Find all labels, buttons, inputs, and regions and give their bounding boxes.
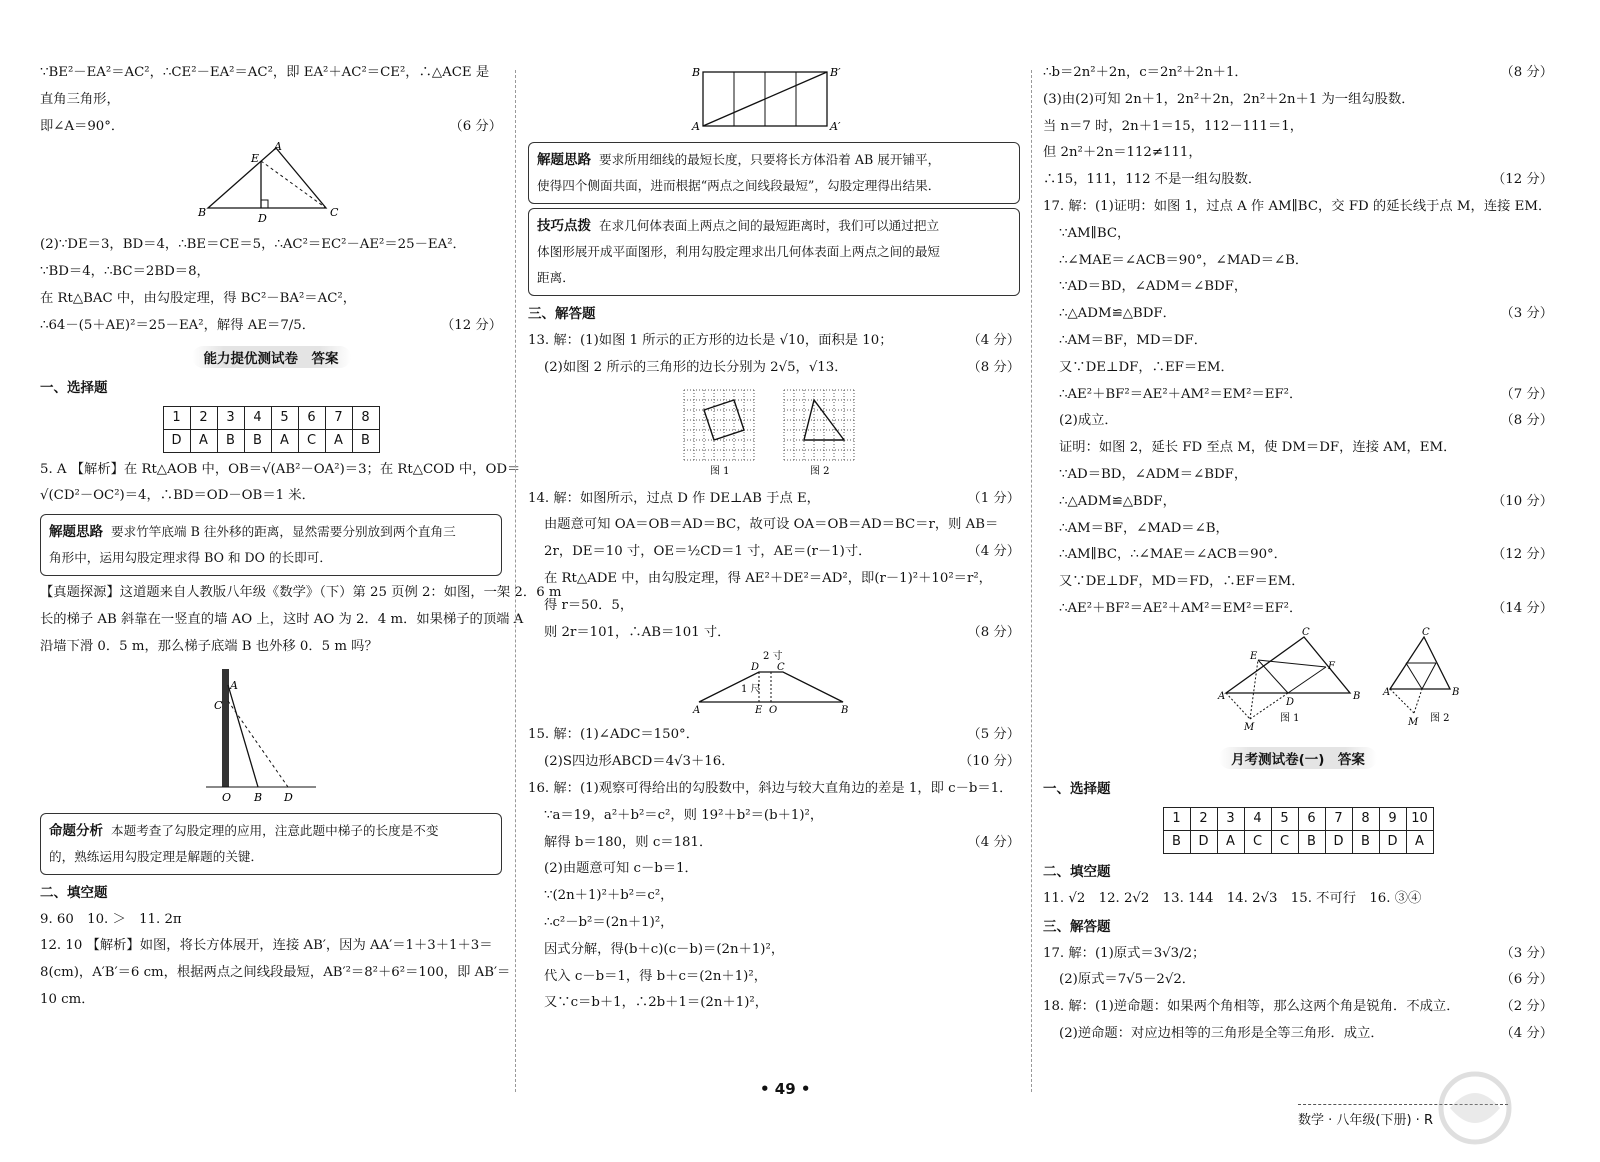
text-line xyxy=(1043,301,1553,328)
answer-cell: D xyxy=(163,429,190,452)
text-line xyxy=(528,776,1020,803)
banner-title: 能力提优测试卷 答案 xyxy=(192,346,351,368)
line-text: ∵BE²－EA²＝AC²，∴CE²－EA²＝AC²，即 EA²＋AC²＝CE²，∴△ACE 是 xyxy=(40,65,490,80)
score-points: （8 分） xyxy=(1500,413,1553,429)
tip-box xyxy=(528,208,1020,296)
score-points: （10 分） xyxy=(1491,493,1553,509)
line-text: 9. 60 10. ＞ 11. 2π xyxy=(40,911,182,927)
figure-label: D xyxy=(1286,696,1295,708)
figure-label: O xyxy=(222,790,232,804)
figure-label: C xyxy=(777,662,785,674)
text-line xyxy=(528,749,1020,776)
line-text: 又∵DE⊥DF，∴EF＝EM． xyxy=(1059,359,1234,375)
line-text: 【真题探源】这道题来自人教版八年级《数学》（下）第 25 页例 2：如图，一架 2．6 m xyxy=(40,585,562,601)
figure-label: C xyxy=(214,698,223,712)
line-text: 18. 解：(1)逆命题：如果两个角相等，那么这两个角是锐角．不成立． xyxy=(1043,999,1460,1015)
tip-box-title: 解题思路 xyxy=(49,524,103,541)
text-line xyxy=(1043,994,1553,1021)
answer-cell: B xyxy=(1352,830,1379,853)
text-line xyxy=(40,483,502,510)
answer-cell: 3 xyxy=(217,406,244,429)
text-line xyxy=(528,990,1020,1017)
answer-table xyxy=(163,406,380,453)
score-points: （4 分） xyxy=(967,544,1020,560)
figure-label: A xyxy=(1218,690,1226,702)
line-text: ∴15，111，112 不是一组勾股数． xyxy=(1043,172,1262,188)
answer-cell: 7 xyxy=(325,406,352,429)
figure-label: E xyxy=(1250,650,1258,662)
text-line xyxy=(1043,569,1553,596)
answer-cell: D xyxy=(1325,830,1352,853)
section-heading: 三、解答题 xyxy=(1043,918,1111,935)
figure-label: O xyxy=(769,705,778,717)
text-line xyxy=(1043,462,1553,489)
line-text: ∴AM∥BC，∴∠MAE＝∠ACB＝90°． xyxy=(1059,547,1287,563)
answer-cell: A xyxy=(190,429,217,452)
watermark-logo xyxy=(1410,1068,1540,1148)
text-line xyxy=(1043,140,1553,167)
answer-cell: B xyxy=(244,429,271,452)
answer-banner xyxy=(40,346,502,368)
page-number: • 49 • xyxy=(760,1080,811,1098)
score-points: （12 分） xyxy=(1491,547,1553,563)
figure-label: M xyxy=(1244,721,1255,733)
figure-label: A xyxy=(693,705,701,717)
answer-cell: 5 xyxy=(271,406,298,429)
line-text: (2)逆命题：对应边相等的三角形是全等三角形．成立． xyxy=(1059,1025,1384,1041)
text-line xyxy=(528,620,1020,647)
text-line xyxy=(1043,967,1553,994)
figure-fig3 xyxy=(528,64,1020,138)
tip-box-text: 角形中，运用勾股定理求得 BO 和 DO 的长即可． xyxy=(49,550,332,566)
line-text: 直角三角形， xyxy=(40,91,120,107)
line-text: 当 n＝7 时，2n＋1＝15，112－111＝1， xyxy=(1043,118,1304,134)
answer-row xyxy=(163,406,379,429)
figure-fig2 xyxy=(40,665,502,809)
score-points: （3 分） xyxy=(1500,945,1553,961)
text-line xyxy=(40,114,502,141)
section-heading: 一、选择题 xyxy=(1043,780,1111,797)
line-text: 在 Rt△ADE 中，由勾股定理，得 AE²＋DE²＝AD²，即(r－1)²＋10²＝r²， xyxy=(544,570,992,586)
text-line xyxy=(1043,221,1553,248)
text-line xyxy=(40,232,502,259)
tip-box-title: 技巧点拨 xyxy=(537,218,591,234)
line-text: ∴△ADM≌△BDF， xyxy=(1059,493,1176,509)
text-line xyxy=(1043,516,1553,543)
figure-label: B xyxy=(198,206,207,220)
line-text: ∵AM∥BC， xyxy=(1059,225,1131,241)
line-text: 在 Rt△BAC 中，由勾股定理，得 BC²－BA²＝AC²， xyxy=(40,290,357,306)
text-line xyxy=(1043,941,1553,968)
figure-label: B xyxy=(254,790,263,804)
text-line xyxy=(528,539,1020,566)
line-text: (2)∵DE＝3，BD＝4，∴BE＝CE＝5，∴AC²＝EC²－AE²＝25－EA²． xyxy=(40,237,466,253)
score-points: （2 分） xyxy=(1500,999,1553,1015)
score-points: （7 分） xyxy=(1500,386,1553,402)
line-text: 又∵c＝b＋1，∴2b＋1＝(2n＋1)²， xyxy=(544,995,769,1011)
line-text: ∵AD＝BD，∠ADM＝∠BDF， xyxy=(1059,279,1248,295)
line-text: (2)由题意可知 c－b＝1． xyxy=(544,861,698,877)
line-text: ∵a＝19，a²＋b²＝c²，则 19²＋b²＝(b＋1)²， xyxy=(544,807,824,823)
answer-cell: D xyxy=(1190,830,1217,853)
score-points: （3 分） xyxy=(1500,306,1553,322)
score-points: （12 分） xyxy=(440,317,502,333)
answer-cell: A xyxy=(271,429,298,452)
answer-cell: C xyxy=(1271,830,1298,853)
text-line xyxy=(528,722,1020,749)
tip-box-text: 使得四个侧面共面，进而根据“两点之间线段最短”，勾股定理得出结果． xyxy=(537,178,941,193)
section-heading: 三、解答题 xyxy=(528,306,596,322)
answer-cell: B xyxy=(217,429,244,452)
text-line xyxy=(1043,87,1553,114)
tip-box-text: 本题考查了勾股定理的应用，注意此题中梯子的长度是不变 xyxy=(111,822,439,838)
figure-label: F xyxy=(1328,660,1335,672)
line-text: ∴c²－b²＝(2n＋1)²， xyxy=(544,914,674,930)
figure-label: C xyxy=(1422,626,1430,638)
line-text: (2)原式＝7√5－2√2． xyxy=(1059,972,1196,988)
answer-cell: C xyxy=(1244,830,1271,853)
text-line xyxy=(528,910,1020,937)
text-line xyxy=(1043,596,1553,623)
text-line xyxy=(40,457,521,484)
text-line xyxy=(1043,167,1553,194)
text-line xyxy=(40,259,502,286)
footer-label: 数学 · 八年级(下册) · R xyxy=(1298,1104,1508,1128)
answer-cell: 6 xyxy=(1298,807,1325,830)
figure-label: A xyxy=(274,140,282,154)
line-text: √(CD²－OC²)＝4，∴BD＝OD－OB＝1 米． xyxy=(40,488,315,504)
text-line xyxy=(1043,382,1553,409)
figure-label: B′ xyxy=(830,66,841,79)
text-line xyxy=(528,486,1020,513)
figure-label: A′ xyxy=(830,120,841,133)
line-text: (2)如图 2 所示的三角形的边长分别为 2√5，√13． xyxy=(544,359,848,375)
answer-row xyxy=(163,429,379,452)
text-line xyxy=(1043,542,1553,569)
text-line xyxy=(40,286,502,313)
answer-row xyxy=(1163,807,1433,830)
text-line xyxy=(40,87,502,114)
line-text: ∴AM＝BF，∠MAD＝∠B， xyxy=(1059,520,1229,536)
line-text: 16. 解：(1)观察可得给出的勾股数中，斜边与较大直角边的差是 1，即 c－b＝1． xyxy=(528,780,1013,796)
figure-label: M xyxy=(1408,716,1419,728)
line-text: 17. 解：(1)证明：如图 1，过点 A 作 AM∥BC，交 FD 的延长线于点 M，连接 EM． xyxy=(1043,198,1552,214)
text-line xyxy=(528,803,1020,830)
column-right xyxy=(1043,60,1553,1102)
answer-cell: C xyxy=(298,429,325,452)
line-text: 得 r＝50．5， xyxy=(544,597,634,613)
line-text: (2)成立． xyxy=(1059,413,1118,429)
answer-cell: 9 xyxy=(1379,807,1406,830)
answer-cell: D xyxy=(1379,830,1406,853)
line-text: ∴AE²＋BF²＝AE²＋AM²＝EM²＝EF²． xyxy=(1059,600,1303,616)
section-heading: 一、选择题 xyxy=(40,379,108,396)
text-line xyxy=(1043,194,1553,221)
answer-cell: A xyxy=(1406,830,1433,853)
text-line xyxy=(40,634,502,661)
score-points: （8 分） xyxy=(1500,65,1553,80)
column-divider xyxy=(1031,70,1032,1092)
line-text: 则 2r＝101，∴AB＝101 寸． xyxy=(544,624,731,640)
text-line xyxy=(40,313,502,340)
figure-label: C xyxy=(330,206,339,220)
line-text: 2r，DE＝10 寸，OE＝½CD＝1 寸，AE＝(r－1)寸． xyxy=(544,544,872,560)
text-line xyxy=(1043,408,1553,435)
figure-label: A xyxy=(1383,686,1391,698)
tip-box-text: 要求所用细线的最短长度，只要将长方体沿着 AB 展开铺平， xyxy=(599,152,941,167)
answer-cell: B xyxy=(1298,830,1325,853)
figure-label: D xyxy=(258,212,267,226)
answer-cell: B xyxy=(1163,830,1190,853)
figure-label: D xyxy=(284,790,293,804)
section-heading: 二、填空题 xyxy=(40,884,108,901)
tip-box xyxy=(40,813,502,875)
figure-label: E xyxy=(755,705,763,717)
text-line xyxy=(1043,60,1553,87)
line-text: 11. √2 12. 2√2 13. 144 14. 2√3 15. 不可行 16. ③④ xyxy=(1043,890,1422,906)
text-line xyxy=(528,964,1020,991)
tip-box xyxy=(528,142,1020,204)
answer-cell: B xyxy=(352,429,379,452)
score-points: （6 分） xyxy=(1500,972,1553,988)
tip-box-text: 在求几何体表面上两点之间的最短距离时，我们可以通过把立 xyxy=(599,218,940,233)
answer-cell: 8 xyxy=(352,406,379,429)
tip-box-text: 的，熟练运用勾股定理是解题的关键． xyxy=(49,848,264,864)
figure-label: E xyxy=(251,152,260,166)
score-points: （4 分） xyxy=(967,333,1020,348)
answer-cell: A xyxy=(1217,830,1244,853)
figure-label: C xyxy=(1302,626,1310,638)
text-line xyxy=(528,937,1020,964)
line-text: ∵AD＝BD，∠ADM＝∠BDF， xyxy=(1059,466,1248,482)
figure-fig4 xyxy=(528,386,1020,482)
figure-fig5 xyxy=(528,650,1020,718)
text-line xyxy=(1043,886,1553,913)
score-points: （8 分） xyxy=(967,359,1020,375)
line-text: 即∠A＝90°． xyxy=(40,118,125,134)
figure-label: 图 1 xyxy=(1280,712,1300,724)
text-line xyxy=(40,60,502,87)
line-text: (3)由(2)可知 2n＋1，2n²＋2n，2n²＋2n＋1 为一组勾股数． xyxy=(1043,91,1415,107)
line-text: 14. 解：如图所示，过点 D 作 DE⊥AB 于点 E， xyxy=(528,490,820,506)
figure-label: A xyxy=(230,678,238,692)
text-line xyxy=(40,907,502,934)
line-text: (2)S四边形ABCD＝4√3＋16． xyxy=(544,754,735,770)
line-text: 17. 解：(1)原式＝3√3/2； xyxy=(1043,945,1206,961)
text-line xyxy=(1043,114,1553,141)
figure-label: 图 2 xyxy=(810,465,830,477)
figure-label: 2 寸 xyxy=(763,651,783,663)
text-line xyxy=(40,933,502,960)
score-points: （10 分） xyxy=(958,754,1020,770)
banner-title: 月考测试卷(一) 答案 xyxy=(1219,747,1377,769)
score-points: （6 分） xyxy=(449,118,502,134)
text-line xyxy=(528,593,1020,620)
text-line xyxy=(528,883,1020,910)
answer-cell: A xyxy=(325,429,352,452)
answer-cell: 4 xyxy=(244,406,271,429)
tip-box-text: 距离． xyxy=(537,270,575,285)
figure-label: B xyxy=(692,66,701,79)
score-points: （14 分） xyxy=(1491,600,1553,616)
text-line xyxy=(40,987,502,1014)
text-line xyxy=(1043,248,1553,275)
score-points: （5 分） xyxy=(967,727,1020,743)
line-text: 由题意可知 OA＝OB＝AD＝BC，故可设 OA＝OB＝AD＝BC＝r，则 AB＝ xyxy=(544,517,999,533)
line-text: ∴AM＝BF，MD＝DF． xyxy=(1059,332,1208,348)
text-line xyxy=(1043,328,1553,355)
text-line xyxy=(40,960,511,987)
text-line xyxy=(528,856,1020,883)
tip-box-text: 要求竹竿底端 B 往外移的距离，显然需要分别放到两个直角三 xyxy=(111,524,456,540)
figure-label: 图 1 xyxy=(710,465,730,477)
text-line xyxy=(40,607,524,634)
figure-label: B xyxy=(1353,690,1361,702)
score-points: （4 分） xyxy=(967,834,1020,850)
line-text: ∵BD＝4，∴BC＝2BD＝8， xyxy=(40,264,210,280)
line-text: 15. 解：(1)∠ADC＝150°． xyxy=(528,727,700,743)
answer-cell: 1 xyxy=(1163,807,1190,830)
line-text: 代入 c－b＝1，得 b＋c＝(2n＋1)²， xyxy=(544,968,767,984)
line-text: 8(cm)，A′B′＝6 cm，根据两点之间线段最短，AB′²＝8²＋6²＝100，即 AB′＝ xyxy=(40,965,511,981)
line-text: ∴∠MAE＝∠ACB＝90°，∠MAD＝∠B． xyxy=(1059,252,1309,268)
score-points: （8 分） xyxy=(967,624,1020,640)
column-middle xyxy=(528,60,1020,1102)
answer-cell: 2 xyxy=(190,406,217,429)
line-text: 证明：如图 2，延长 FD 至点 M，使 DM＝DF，连接 AM，EM． xyxy=(1059,440,1457,456)
line-text: 长的梯子 AB 斜靠在一竖直的墙 AO 上，这时 AO 为 2．4 m．如果梯子的顶端 A xyxy=(40,611,524,627)
text-line xyxy=(528,328,1020,355)
text-line xyxy=(1043,1021,1553,1048)
figure-label: B xyxy=(1452,686,1460,698)
answer-row xyxy=(1163,830,1433,853)
text-line xyxy=(40,580,562,607)
section-heading: 二、填空题 xyxy=(1043,863,1111,880)
answer-cell: 8 xyxy=(1352,807,1379,830)
tip-box-title: 解题思路 xyxy=(537,152,591,168)
text-line xyxy=(1043,435,1553,462)
column-divider xyxy=(515,70,516,1092)
figure-fig1 xyxy=(40,140,502,228)
answer-cell: 10 xyxy=(1406,807,1433,830)
tip-box xyxy=(40,514,502,576)
answer-cell: 5 xyxy=(1271,807,1298,830)
text-line xyxy=(528,830,1020,857)
answer-cell: 4 xyxy=(1244,807,1271,830)
answer-cell: 2 xyxy=(1190,807,1217,830)
line-text: 但 2n²＋2n＝112≠111， xyxy=(1043,145,1202,161)
line-text: ∵(2n＋1)²＋b²＝c²， xyxy=(544,888,674,904)
answer-table xyxy=(1163,807,1434,854)
answer-banner xyxy=(1043,747,1553,769)
line-text: ∴b＝2n²＋2n，c＝2n²＋2n＋1． xyxy=(1043,65,1248,80)
answer-cell: 1 xyxy=(163,406,190,429)
line-text: 5. A 【解析】在 Rt△AOB 中，OB＝√(AB²－OA²)＝3；在 Rt△COD 中，OD＝ xyxy=(40,461,521,477)
line-text: ∴64－(5＋AE)²＝25－EA²，解得 AE＝7/5． xyxy=(40,317,316,333)
answer-cell: 3 xyxy=(1217,807,1244,830)
answer-cell: 7 xyxy=(1325,807,1352,830)
figure-fig6 xyxy=(1043,627,1553,741)
text-line xyxy=(528,566,1020,593)
text-line xyxy=(528,355,1020,382)
score-points: （12 分） xyxy=(1491,172,1553,188)
figure-label: D xyxy=(751,662,760,674)
score-points: （1 分） xyxy=(967,490,1020,506)
figure-label: 1 尺 xyxy=(741,684,761,696)
tip-box-text: 体图形展开成平面图形，利用勾股定理求出几何体表面上两点之间的最短 xyxy=(537,244,940,259)
line-text: 13. 解：(1)如图 1 所示的正方形的边长是 √10，面积是 10； xyxy=(528,333,893,348)
line-text: 因式分解，得(b＋c)(c－b)＝(2n＋1)²， xyxy=(544,941,785,957)
figure-label: B xyxy=(841,705,849,717)
answer-cell: 6 xyxy=(298,406,325,429)
line-text: 10 cm． xyxy=(40,991,95,1007)
score-points: （4 分） xyxy=(1500,1025,1553,1041)
text-line xyxy=(1043,274,1553,301)
line-text: 又∵DE⊥DF，MD＝FD，∴EF＝EM． xyxy=(1059,574,1305,590)
figure-label: 图 2 xyxy=(1430,712,1450,724)
text-line xyxy=(528,512,1020,539)
line-text: 12. 10 【解析】如图，将长方体展开，连接 AB′，因为 AA′＝1＋3＋1＋3＝ xyxy=(40,938,493,954)
tip-box-title: 命题分析 xyxy=(49,822,103,839)
line-text: 解得 b＝180，则 c＝181． xyxy=(544,834,713,850)
text-line xyxy=(1043,489,1553,516)
line-text: 沿墙下滑 0．5 m，那么梯子底端 B 也外移 0．5 m 吗？ xyxy=(40,638,378,654)
line-text: ∴AE²＋BF²＝AE²＋AM²＝EM²＝EF²． xyxy=(1059,386,1303,402)
figure-label: A xyxy=(692,120,700,133)
text-line xyxy=(1043,355,1553,382)
line-text: ∴△ADM≌△BDF． xyxy=(1059,306,1176,322)
